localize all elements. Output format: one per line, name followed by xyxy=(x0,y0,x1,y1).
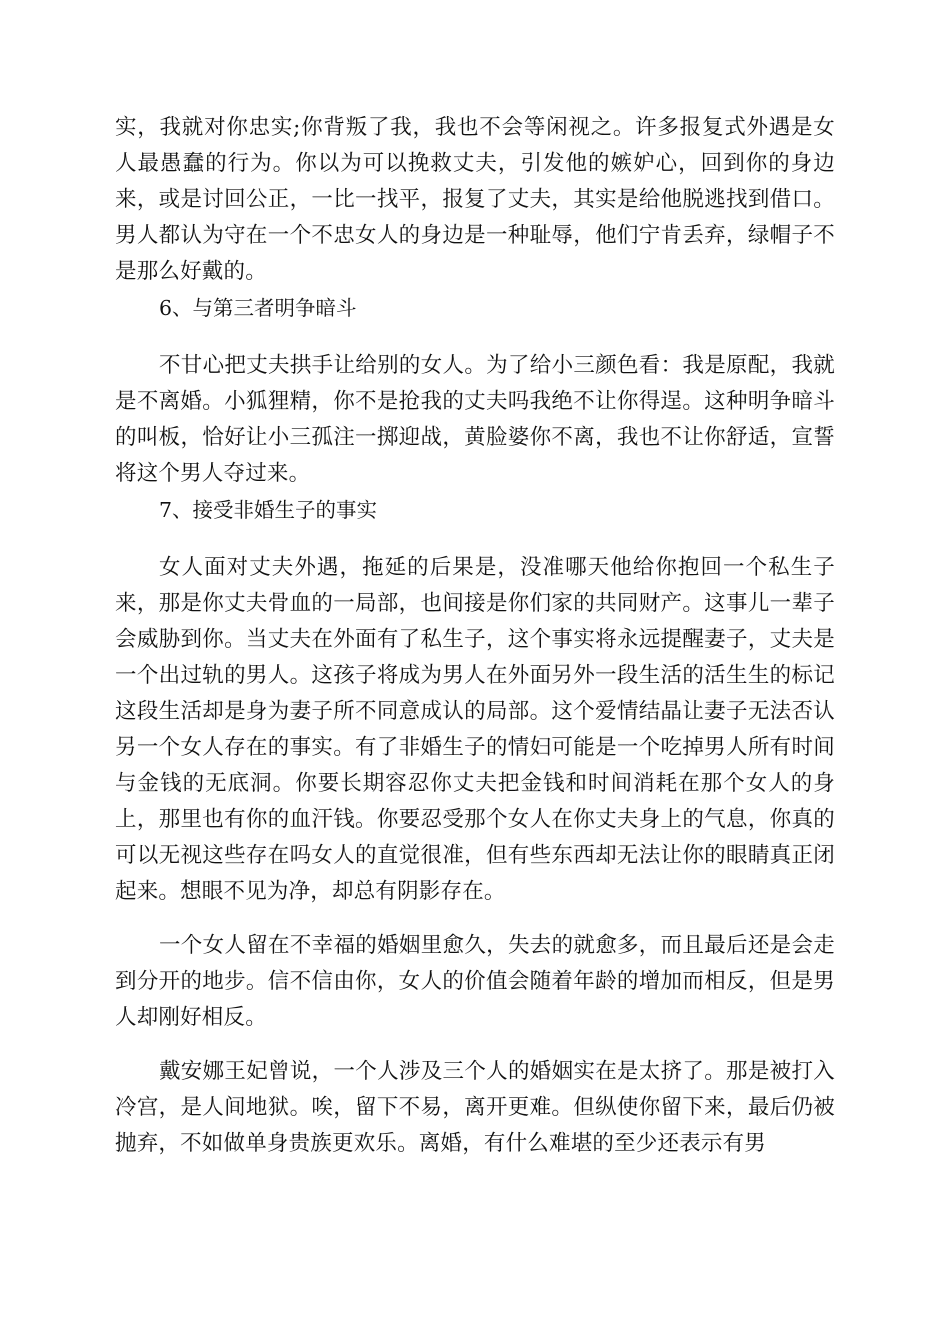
section-heading-7: 7、接受非婚生子的事实 xyxy=(159,498,378,522)
body-paragraph-3: 女人面对丈夫外遇，拖延的后果是，没准哪天他给你抱回一个私生子来，那是你丈夫骨血的一局部，也间接是你们家的共同财产。这事儿一辈子会威胁到你。当丈夫在外面有了私生子，这个事实将永远提醒妻子，丈夫是一个出过轨的男人。这孩子将成为男人在外面另外一段生活的活生生的标记这段生活却是身为妻子所不同意成认的局部。这个爱情结晶让妻子无法否认另一个女人存在的事实。有了非婚生子的情妇可能是一个吃掉男人所有时间与金钱的无底洞。你要长期容忍你丈夫把金钱和时间消耗在那个女人的身上，那里也有你的血汗钱。你要忍受那个女人在你丈夫身上的气息，你真的可以无视这些存在吗女人的直觉很准，但有些东西却无法让你的眼睛真正闭起来。想眼不见为净，却总有阴影存在。 xyxy=(115,555,835,904)
section-heading-6: 6、与第三者明争暗斗 xyxy=(159,296,357,320)
document-page xyxy=(115,110,835,1162)
body-paragraph-5: 戴安娜王妃曾说，一个人涉及三个人的婚姻实在是太挤了。那是被打入冷宫，是人间地狱。唉，留下不易，离开更难。但纵使你留下来，最后仍被抛弃，不如做单身贵族更欢乐。离婚，有什么难堪的至少还表示有男 xyxy=(115,1059,835,1156)
body-paragraph-2: 不甘心把丈夫拱手让给别的女人。为了给小三颜色看：我是原配，我就是不离婚。小狐狸精，你不是抢我的丈夫吗我绝不让你得逞。这种明争暗斗的叫板，恰好让小三孤注一掷迎战，黄脸婆你不离，我也不让你舒适，宣誓将这个男人夺过来。 xyxy=(115,353,835,486)
body-paragraph-1: 实，我就对你忠实;你背叛了我，我也不会等闲视之。许多报复式外遇是女人最愚蠢的行为。你以为可以挽救丈夫，引发他的嫉妒心，回到你的身边来，或是讨回公正，一比一找平，报复了丈夫，其实是给他脱逃找到借口。男人都认为守在一个不忠女人的身边是一种耻辱，他们宁肯丢弃，绿帽子不是那么好戴的。 xyxy=(115,115,835,284)
body-paragraph-4: 一个女人留在不幸福的婚姻里愈久，失去的就愈多，而且最后还是会走到分开的地步。信不信由你，女人的价值会随着年龄的增加而相反，但是男人却刚好相反。 xyxy=(115,933,835,1030)
